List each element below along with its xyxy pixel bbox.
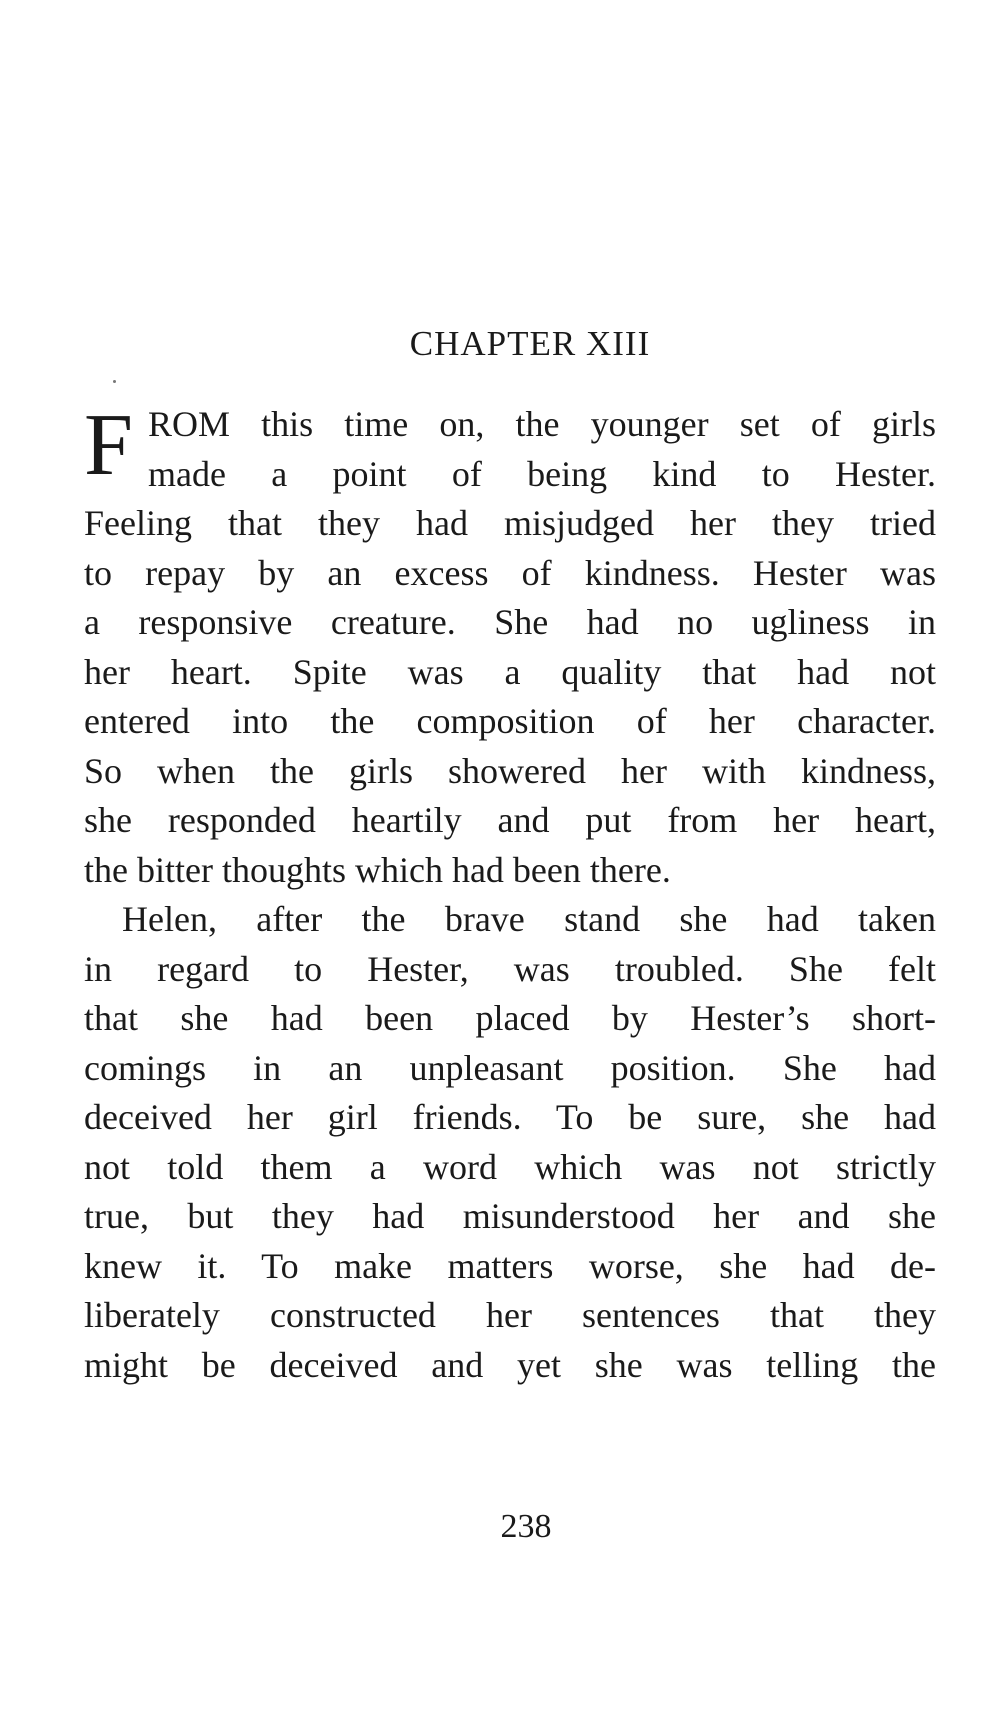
text-line: to repay by an excess of kindness. Hester was [84, 552, 936, 593]
body-text [84, 397, 936, 1390]
text-line: a responsive creature. She had no ugliness in [84, 602, 936, 642]
text-line: her heart. Spite was a quality that had not [84, 651, 936, 692]
text-line: knew it. To make matters worse, she had de- [84, 1245, 936, 1286]
page-number: 238 [500, 1508, 552, 1545]
text-line: not told them a word which was not strictly [84, 1146, 936, 1187]
chapter-title: CHAPTER XIII [409, 324, 651, 363]
print-speck [113, 380, 116, 383]
text-line: might be deceived and yet she was telling the [84, 1344, 936, 1385]
text-line: deceived her girl friends. To be sure, she had [84, 1097, 936, 1137]
drop-cap: F [84, 397, 133, 494]
text-line: that she had been placed by Hester’s short- [84, 998, 936, 1038]
text-line: made a point of being kind to Hester. [148, 453, 936, 494]
text-line: she responded heartily and put from her heart, [84, 800, 936, 840]
text-line: entered into the composition of her character. [84, 701, 936, 741]
text-line: Helen, after the brave stand she had taken [122, 899, 936, 939]
text-line: Feeling that they had misjudged her they tried [84, 503, 936, 543]
text-line: ROM this time on, the younger set of girls [148, 404, 936, 444]
text-line: So when the girls showered her with kindness, [84, 750, 936, 791]
text-line: true, but they had misunderstood her and she [84, 1196, 936, 1236]
text-line: in regard to Hester, was troubled. She felt [84, 948, 936, 989]
text-line: liberately constructed her sentences that they [84, 1295, 936, 1335]
text-line: comings in an unpleasant position. She had [84, 1047, 936, 1088]
text-line: the bitter thoughts which had been there. [84, 849, 671, 890]
